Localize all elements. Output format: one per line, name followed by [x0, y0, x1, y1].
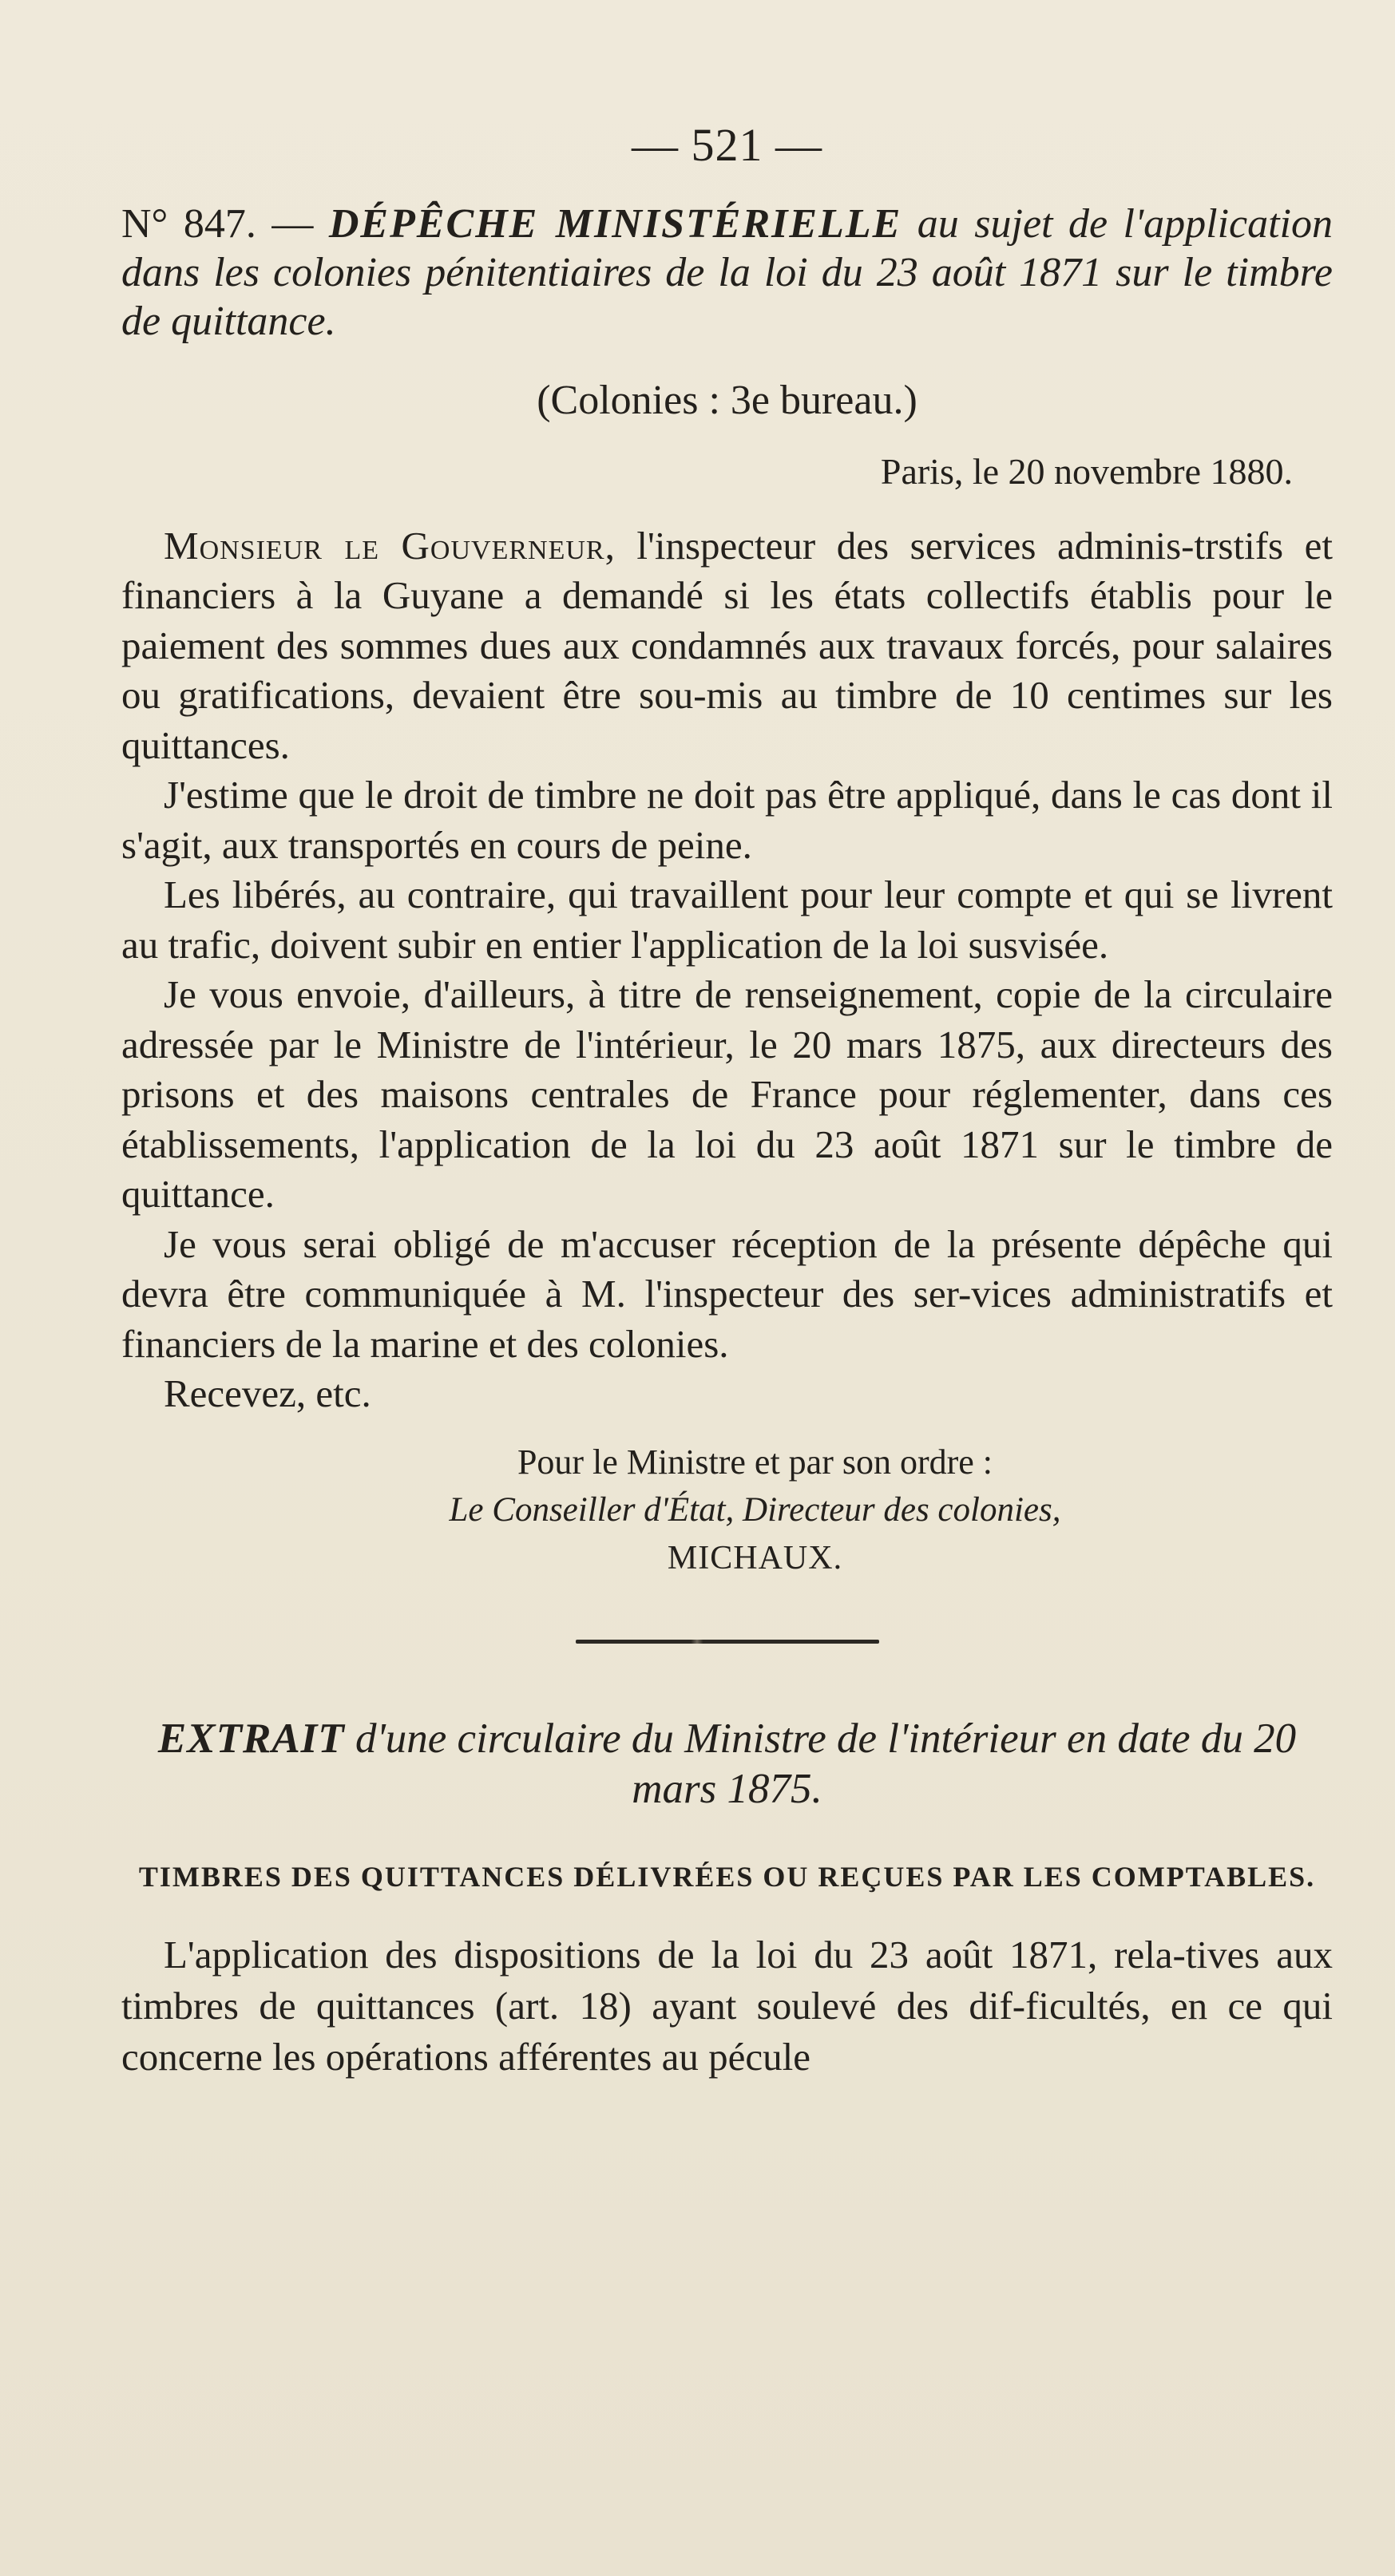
- extract-title-rest: d'une circulaire du Ministre de l'intérieur en date du 20 mars 1875.: [355, 1715, 1297, 1812]
- extract-paragraph-1: L'application des dispositions de la loi du 23 août 1871, rela-tives aux timbres de quittances (art. 18) ayant soulevé des dif-ficultés, en ce qui concerne les opérations afférentes au pécule: [121, 1932, 1333, 2079]
- signature-line-2: Le Conseiller d'État, Directeur des colonies,: [449, 1490, 1061, 1529]
- letter-paragraph-5: Je vous serai obligé de m'accuser réception de la présente dépêche qui devra être communiquée à M. l'inspecteur des ser-vices administratifs et financiers de la marine et des colonies.: [121, 1221, 1333, 1366]
- letter-paragraph-1-text: l'inspecteur des services adminis-trstifs et financiers à la Guyane a demandé si les états collectifs établis pour le paiement des sommes dues aux condamnés aux travaux forcés, pour salaires ou gratifications, devaient être sou-mis au timbre de 10 centimes sur les quittances.: [121, 523, 1334, 767]
- extract-title: [121, 1714, 1333, 1814]
- salutation: Monsieur le Gouverneur,: [164, 523, 616, 568]
- extract-subheading: TIMBRES DES QUITTANCES DÉLIVRÉES OU REÇUES PAR LES COMPTABLES.: [138, 1860, 1316, 1893]
- letter-paragraph-4: Je vous envoie, d'ailleurs, à titre de renseignement, copie de la circulaire adressée par le Ministre de l'intérieur, le 20 mars 1875, aux directeurs des prisons et des maisons centrales de France pour réglementer, dans ces établissements, l'application de la loi du 23 août 1871 sur le timbre de quittance.: [121, 972, 1333, 1217]
- signature-block: [177, 1438, 1333, 1582]
- dispatch-subject: au sujet de l'application dans les colonies pénitentiaires de la loi du 23 août 1871 sur le timbre de quittance.: [121, 200, 1333, 344]
- signature-line-1: Pour le Ministre et par son ordre :: [517, 1442, 993, 1482]
- dateline: Paris, le 20 novembre 1880.: [880, 450, 1293, 492]
- letter-paragraph-2: J'estime que le droit de timbre ne doit pas être appliqué, dans le cas dont il s'agit, aux transportés en cours de peine.: [121, 773, 1333, 867]
- letter-closing: Recevez, etc.: [164, 1371, 371, 1416]
- page-number: — 521 —: [632, 119, 822, 171]
- dispatch-heading: [121, 200, 1333, 346]
- service-office: (Colonies : 3e bureau.): [537, 377, 917, 423]
- letter-paragraph-3: Les libérés, au contraire, qui travaillent pour leur compte et qui se livrent au trafic, doivent subir en entier l'application de la loi susvisée.: [121, 873, 1333, 967]
- dispatch-number: N° 847. —: [121, 200, 314, 247]
- extract-title-bold: EXTRAIT: [157, 1715, 345, 1762]
- section-divider: [576, 1640, 879, 1644]
- dispatch-title: DÉPÊCHE MINISTÉRIELLE: [328, 200, 902, 247]
- signature-name: MICHAUX.: [667, 1539, 843, 1577]
- letter-paragraph-1: [121, 521, 1333, 771]
